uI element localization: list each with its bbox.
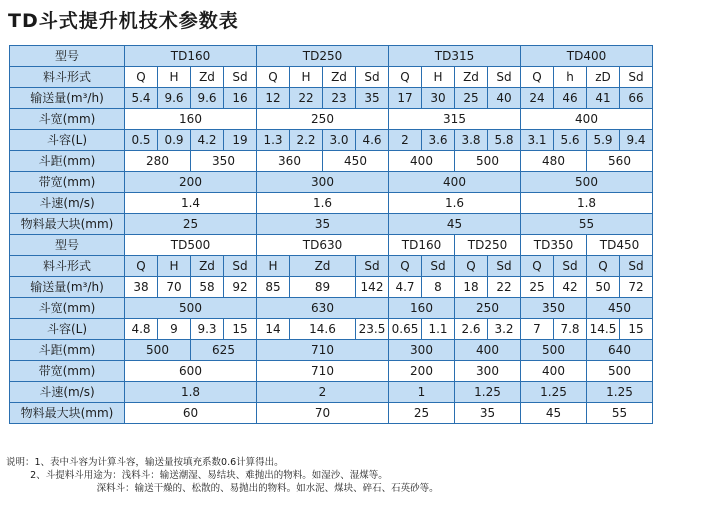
table-cell: 8 <box>422 277 455 298</box>
table-cell: Zd <box>455 67 488 88</box>
table-cell: 350 <box>521 298 587 319</box>
note-line: 2、斗提料斗用途为：浅料斗：输送潮湿、易结块、难抛出的物料。如湿沙、湿煤等。 <box>6 470 388 481</box>
table-cell: 710 <box>257 361 389 382</box>
table-cell: H <box>158 256 191 277</box>
table-cell: Q <box>389 67 422 88</box>
table-cell: 38 <box>125 277 158 298</box>
table-cell: 3.8 <box>455 130 488 151</box>
table-cell: 2 <box>389 130 422 151</box>
table-cell: Sd <box>422 256 455 277</box>
table-cell: 12 <box>257 88 290 109</box>
table-cell: TD160 <box>389 235 455 256</box>
table-cell: 5.8 <box>488 130 521 151</box>
table-cell: TD450 <box>587 235 653 256</box>
table-cell: 350 <box>191 151 257 172</box>
table-cell: 400 <box>521 109 653 130</box>
table-cell: Q <box>389 256 422 277</box>
table-cell: 16 <box>224 88 257 109</box>
table-row <box>10 214 653 235</box>
table-cell: 400 <box>455 340 521 361</box>
table-cell: 500 <box>521 340 587 361</box>
table-cell: 3.2 <box>488 319 521 340</box>
row-label: 斗宽(mm) <box>10 298 125 319</box>
row-label: 斗容(L) <box>10 319 125 340</box>
table-row <box>10 277 653 298</box>
table-cell: 89 <box>290 277 356 298</box>
page-title: TD斗式提升机技术参数表 <box>8 10 239 32</box>
row-label: 斗速(m/s) <box>10 193 125 214</box>
table-cell: zD <box>587 67 620 88</box>
table-cell: 35 <box>455 403 521 424</box>
table-cell: 9.3 <box>191 319 224 340</box>
table-cell: 450 <box>587 298 653 319</box>
note-line: 说明：1、表中斗容为计算斗容，输送量按填充系数0.6计算得出。 <box>6 457 284 468</box>
row-label: 物料最大块(mm) <box>10 214 125 235</box>
table-cell: 1 <box>389 382 455 403</box>
table-cell: 7.8 <box>554 319 587 340</box>
table-cell: 5.4 <box>125 88 158 109</box>
table-cell: 23 <box>323 88 356 109</box>
row-label: 物料最大块(mm) <box>10 403 125 424</box>
table-cell: TD250 <box>257 46 389 67</box>
table-row <box>10 403 653 424</box>
table-cell: 25 <box>389 403 455 424</box>
table-cell: 500 <box>587 361 653 382</box>
table-cell: 9.6 <box>158 88 191 109</box>
table-cell: 5.9 <box>587 130 620 151</box>
table-cell: TD350 <box>521 235 587 256</box>
table-row <box>10 46 653 67</box>
table-cell: Sd <box>620 67 653 88</box>
table-cell: 4.6 <box>356 130 389 151</box>
table-cell: TD315 <box>389 46 521 67</box>
table-cell: H <box>158 67 191 88</box>
table-cell: Q <box>455 256 488 277</box>
table-cell: 500 <box>125 298 257 319</box>
table-cell: 1.6 <box>257 193 389 214</box>
table-cell: 280 <box>125 151 191 172</box>
table-cell: 250 <box>455 298 521 319</box>
table-cell: 14.5 <box>587 319 620 340</box>
row-label: 型号 <box>10 235 125 256</box>
table-cell: 400 <box>521 361 587 382</box>
table-cell: 42 <box>554 277 587 298</box>
table-cell: 1.6 <box>389 193 521 214</box>
row-label: 料斗形式 <box>10 256 125 277</box>
table-row <box>10 88 653 109</box>
table-cell: 46 <box>554 88 587 109</box>
table-cell: 3.1 <box>521 130 554 151</box>
table-cell: Zd <box>323 67 356 88</box>
table-cell: 500 <box>125 340 191 361</box>
table-cell: Q <box>521 67 554 88</box>
table-cell: 24 <box>521 88 554 109</box>
table-cell: 23.5 <box>356 319 389 340</box>
row-label: 斗速(m/s) <box>10 382 125 403</box>
table-cell: 500 <box>455 151 521 172</box>
table-cell: 72 <box>620 277 653 298</box>
table-cell: Q <box>125 67 158 88</box>
table-cell: 41 <box>587 88 620 109</box>
row-label: 型号 <box>10 46 125 67</box>
table-cell: 160 <box>125 109 257 130</box>
table-cell: 0.9 <box>158 130 191 151</box>
table-cell: 142 <box>356 277 389 298</box>
table-cell: 400 <box>389 151 455 172</box>
table-cell: 25 <box>521 277 554 298</box>
table-cell: 480 <box>521 151 587 172</box>
row-label: 斗距(mm) <box>10 340 125 361</box>
table-cell: 160 <box>389 298 455 319</box>
table-row <box>10 298 653 319</box>
table-row <box>10 172 653 193</box>
table-cell: 19 <box>224 130 257 151</box>
table-cell: 2.6 <box>455 319 488 340</box>
table-cell: 18 <box>455 277 488 298</box>
table-cell: Sd <box>620 256 653 277</box>
table-cell: Sd <box>488 67 521 88</box>
table-cell: 7 <box>521 319 554 340</box>
table-cell: 0.5 <box>125 130 158 151</box>
table-cell: 45 <box>521 403 587 424</box>
table-cell: Sd <box>554 256 587 277</box>
table-cell: 14 <box>257 319 290 340</box>
table-cell: 1.25 <box>455 382 521 403</box>
spec-table <box>9 45 653 424</box>
table-cell: Sd <box>224 256 257 277</box>
table-cell: 400 <box>389 172 521 193</box>
table-cell: 85 <box>257 277 290 298</box>
table-cell: 0.65 <box>389 319 422 340</box>
table-cell: 55 <box>521 214 653 235</box>
table-cell: 35 <box>257 214 389 235</box>
table-cell: 25 <box>455 88 488 109</box>
table-cell: 1.25 <box>587 382 653 403</box>
table-cell: 1.25 <box>521 382 587 403</box>
row-label: 斗宽(mm) <box>10 109 125 130</box>
table-cell: 70 <box>257 403 389 424</box>
table-cell: H <box>257 256 290 277</box>
table-cell: 4.7 <box>389 277 422 298</box>
table-cell: 4.2 <box>191 130 224 151</box>
table-cell: 25 <box>125 214 257 235</box>
row-label: 斗容(L) <box>10 130 125 151</box>
note-line: 深料斗：输送干燥的、松散的、易抛出的物料。如水泥、煤块、碎石、石英砂等。 <box>6 483 439 494</box>
table-cell: Zd <box>191 67 224 88</box>
table-cell: 640 <box>587 340 653 361</box>
table-cell: 15 <box>224 319 257 340</box>
table-cell: 5.6 <box>554 130 587 151</box>
table-cell: 200 <box>125 172 257 193</box>
table-cell: 2.2 <box>290 130 323 151</box>
table-cell: 92 <box>224 277 257 298</box>
table-row <box>10 340 653 361</box>
table-cell: 9.6 <box>191 88 224 109</box>
table-cell: 15 <box>620 319 653 340</box>
table-cell: 200 <box>389 361 455 382</box>
table-cell: 360 <box>257 151 323 172</box>
table-cell: 3.0 <box>323 130 356 151</box>
row-label: 带宽(mm) <box>10 361 125 382</box>
table-cell: Sd <box>356 67 389 88</box>
table-cell: Q <box>125 256 158 277</box>
table-cell: 40 <box>488 88 521 109</box>
table-cell: 1.1 <box>422 319 455 340</box>
table-cell: 315 <box>389 109 521 130</box>
table-cell: TD400 <box>521 46 653 67</box>
table-cell: 600 <box>125 361 257 382</box>
notes <box>6 456 439 495</box>
table-cell: TD160 <box>125 46 257 67</box>
table-cell: 70 <box>158 277 191 298</box>
row-label: 输送量(m³/h) <box>10 88 125 109</box>
table-cell: 58 <box>191 277 224 298</box>
table-cell: TD500 <box>125 235 257 256</box>
table-row <box>10 130 653 151</box>
table-cell: 14.6 <box>290 319 356 340</box>
table-cell: 1.4 <box>125 193 257 214</box>
table-cell: TD250 <box>455 235 521 256</box>
table-cell: 300 <box>455 361 521 382</box>
table-cell: 55 <box>587 403 653 424</box>
table-row <box>10 67 653 88</box>
table-cell: 1.3 <box>257 130 290 151</box>
table-cell: 60 <box>125 403 257 424</box>
table-cell: Q <box>521 256 554 277</box>
row-label: 带宽(mm) <box>10 172 125 193</box>
table-row <box>10 256 653 277</box>
table-row <box>10 319 653 340</box>
table-cell: 9.4 <box>620 130 653 151</box>
table-cell: 2 <box>257 382 389 403</box>
table-cell: 17 <box>389 88 422 109</box>
table-cell: H <box>422 67 455 88</box>
table-cell: 1.8 <box>125 382 257 403</box>
row-label: 输送量(m³/h) <box>10 277 125 298</box>
table-cell: 625 <box>191 340 257 361</box>
table-cell: 35 <box>356 88 389 109</box>
table-cell: Q <box>257 67 290 88</box>
table-cell: 9 <box>158 319 191 340</box>
table-cell: 450 <box>323 151 389 172</box>
table-row <box>10 151 653 172</box>
table-cell: 630 <box>257 298 389 319</box>
table-cell: Zd <box>191 256 224 277</box>
table-cell: 300 <box>257 172 389 193</box>
table-cell: 300 <box>389 340 455 361</box>
table-cell: 22 <box>290 88 323 109</box>
table-cell: 45 <box>389 214 521 235</box>
row-label: 料斗形式 <box>10 67 125 88</box>
table-cell: 1.8 <box>521 193 653 214</box>
table-cell: 710 <box>257 340 389 361</box>
table-cell: h <box>554 67 587 88</box>
table-cell: Zd <box>290 256 356 277</box>
table-cell: TD630 <box>257 235 389 256</box>
table-cell: 560 <box>587 151 653 172</box>
table-row <box>10 235 653 256</box>
table-cell: 250 <box>257 109 389 130</box>
table-cell: H <box>290 67 323 88</box>
row-label: 斗距(mm) <box>10 151 125 172</box>
table-cell: Sd <box>356 256 389 277</box>
table-cell: 30 <box>422 88 455 109</box>
table-cell: Sd <box>488 256 521 277</box>
table-row <box>10 361 653 382</box>
table-cell: 500 <box>521 172 653 193</box>
table-row <box>10 382 653 403</box>
table-cell: 66 <box>620 88 653 109</box>
table-cell: 50 <box>587 277 620 298</box>
table-cell: Q <box>587 256 620 277</box>
table-cell: 4.8 <box>125 319 158 340</box>
table-cell: 3.6 <box>422 130 455 151</box>
table-cell: 22 <box>488 277 521 298</box>
table-row <box>10 193 653 214</box>
table-row <box>10 109 653 130</box>
table-cell: Sd <box>224 67 257 88</box>
